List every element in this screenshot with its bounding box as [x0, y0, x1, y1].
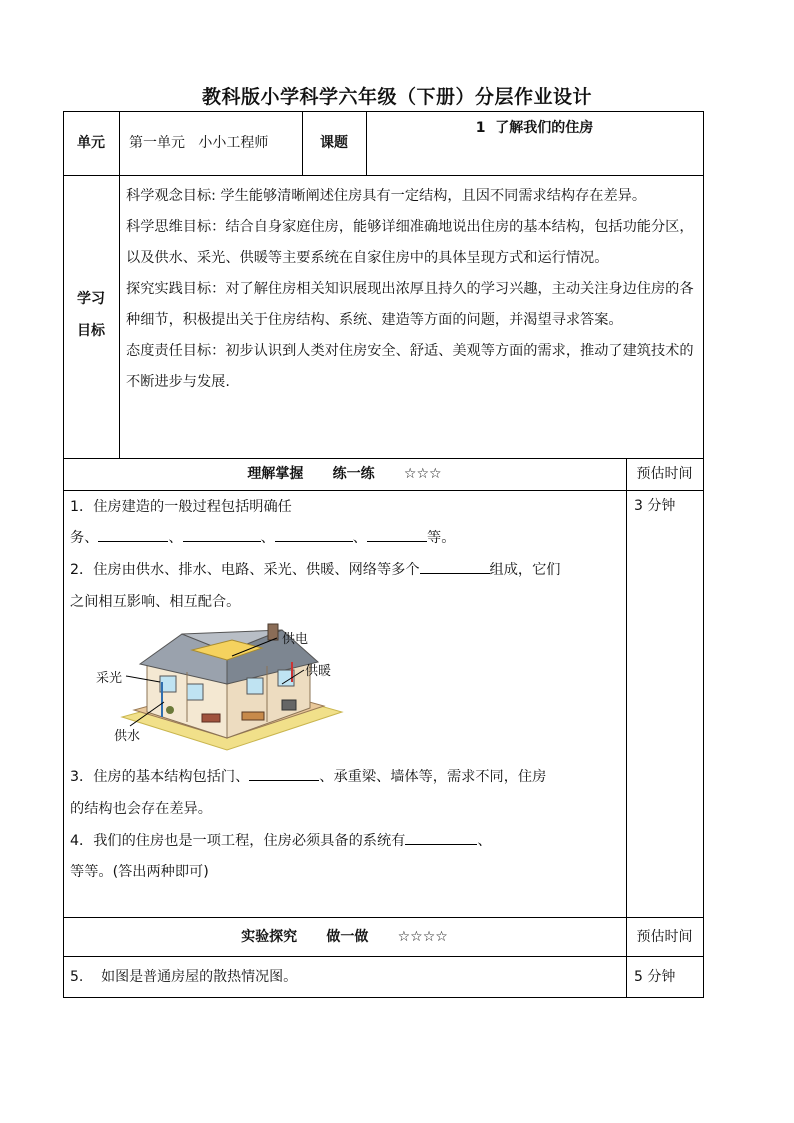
question-3-line1 [70, 762, 620, 793]
table-border-row3 [63, 490, 704, 491]
table-border-top [63, 111, 704, 112]
answer-blank-1c[interactable] [275, 527, 353, 542]
question-2-line1 [70, 555, 620, 586]
question-3-suffix: 、承重梁、墙体等，需求不同，住房 [319, 769, 547, 785]
objective-science-thinking: 科学思维目标：结合自身家庭住房，能够详细准确地说出住房的基本结构，包括功能分区，以及供水、采光、供暖等主要系统在自家住房中的具体呈现方式和运行情况。 [126, 219, 694, 266]
document-title: 教科版小学科学六年级（下册）分层作业设计 [201, 86, 592, 108]
question-1-line2 [70, 523, 620, 554]
question-4-sep: 、 [477, 833, 492, 849]
question-1-sep-b: 、 [260, 530, 275, 546]
table-border-bottom [63, 997, 704, 998]
answer-blank-1d[interactable] [367, 527, 427, 542]
topic-value: 1 了解我们的住房 [475, 120, 594, 136]
section2-heading: 实验探究 做一做 ☆☆☆☆ [241, 929, 448, 945]
table-border-row1 [63, 175, 704, 176]
question-2-text-cont: 之间相互影响、相互配合。 [70, 594, 241, 610]
question-4-text-cont: 等等。(答出两种即可) [70, 864, 209, 880]
question-1-sep-c: 、 [352, 530, 367, 546]
section1-time-label: 预估时间 [636, 466, 693, 482]
label-power-supply: 供电 [282, 632, 309, 647]
section1-time-value: 3 分钟 [634, 498, 676, 514]
question-4-line1 [70, 826, 620, 857]
question-1-sep-a: 、 [168, 530, 183, 546]
objective-attitude-responsibility: 态度责任目标：初步认识到人类对住房安全、舒适、美观等方面的需求，推动了建筑技术的不断进步与发展. [126, 343, 694, 390]
objectives-label-line1: 学习 [77, 291, 105, 307]
question-1-suffix: 等。 [427, 530, 456, 546]
answer-blank-3[interactable] [249, 766, 319, 781]
answer-blank-4a[interactable] [405, 830, 477, 845]
table-border-right [703, 111, 704, 997]
table-border-row5 [63, 956, 704, 957]
objective-inquiry-practice: 探究实践目标：对了解住房相关知识展现出浓厚且持久的学习兴趣，主动关注身边住房的各种细节，积极提出关于住房结构、系统、建造等方面的问题，并渴望寻求答案。 [126, 281, 694, 328]
section1-heading: 理解掌握 练一练 ☆☆☆ [247, 466, 442, 482]
objectives-label-line2: 目标 [77, 323, 105, 339]
objective-science-concept: 科学观念目标: 学生能够清晰阐述住房具有一定结构，且因不同需求结构存在差异。 [126, 188, 647, 204]
table-divider-time [626, 458, 627, 997]
question-4-text: 4．我们的住房也是一项工程，住房必须具备的系统有 [70, 833, 406, 849]
question-3-text: 3．住房的基本结构包括门、 [70, 769, 250, 785]
question-3-text-cont: 的结构也会存在差异。 [70, 801, 212, 817]
question-3-line2 [70, 794, 620, 825]
question-1-line1 [70, 492, 620, 523]
table-border-row4 [63, 917, 704, 918]
question-2-suffix: 组成，它们 [489, 562, 561, 578]
label-heating: 供暖 [305, 664, 332, 679]
table-border-row2 [63, 458, 704, 459]
table-border-left [63, 111, 64, 997]
question-1-text: 1．住房建造的一般过程包括明确任 [70, 499, 292, 515]
unit-value: 第一单元 小小工程师 [129, 135, 269, 151]
answer-blank-1b[interactable] [183, 527, 261, 542]
objectives-list [126, 181, 700, 398]
question-1-prefix: 务、 [70, 530, 99, 546]
label-water-supply: 供水 [114, 729, 141, 744]
question-4-line2 [70, 857, 620, 888]
unit-label: 单元 [77, 135, 105, 151]
answer-blank-1a[interactable] [98, 527, 168, 542]
section2-time-label: 预估时间 [636, 929, 693, 945]
table-divider-label [119, 111, 120, 458]
question-2-text: 2．住房由供水、排水、电路、采光、供暖、网络等多个 [70, 562, 420, 578]
question-5-text: 5. 如图是普通房屋的散热情况图。 [70, 969, 298, 985]
topic-label: 课题 [320, 135, 348, 151]
label-lighting: 采光 [96, 671, 123, 686]
question-2-line2 [70, 587, 620, 618]
section2-time-value: 5 分钟 [634, 969, 676, 985]
answer-blank-2[interactable] [420, 559, 490, 574]
